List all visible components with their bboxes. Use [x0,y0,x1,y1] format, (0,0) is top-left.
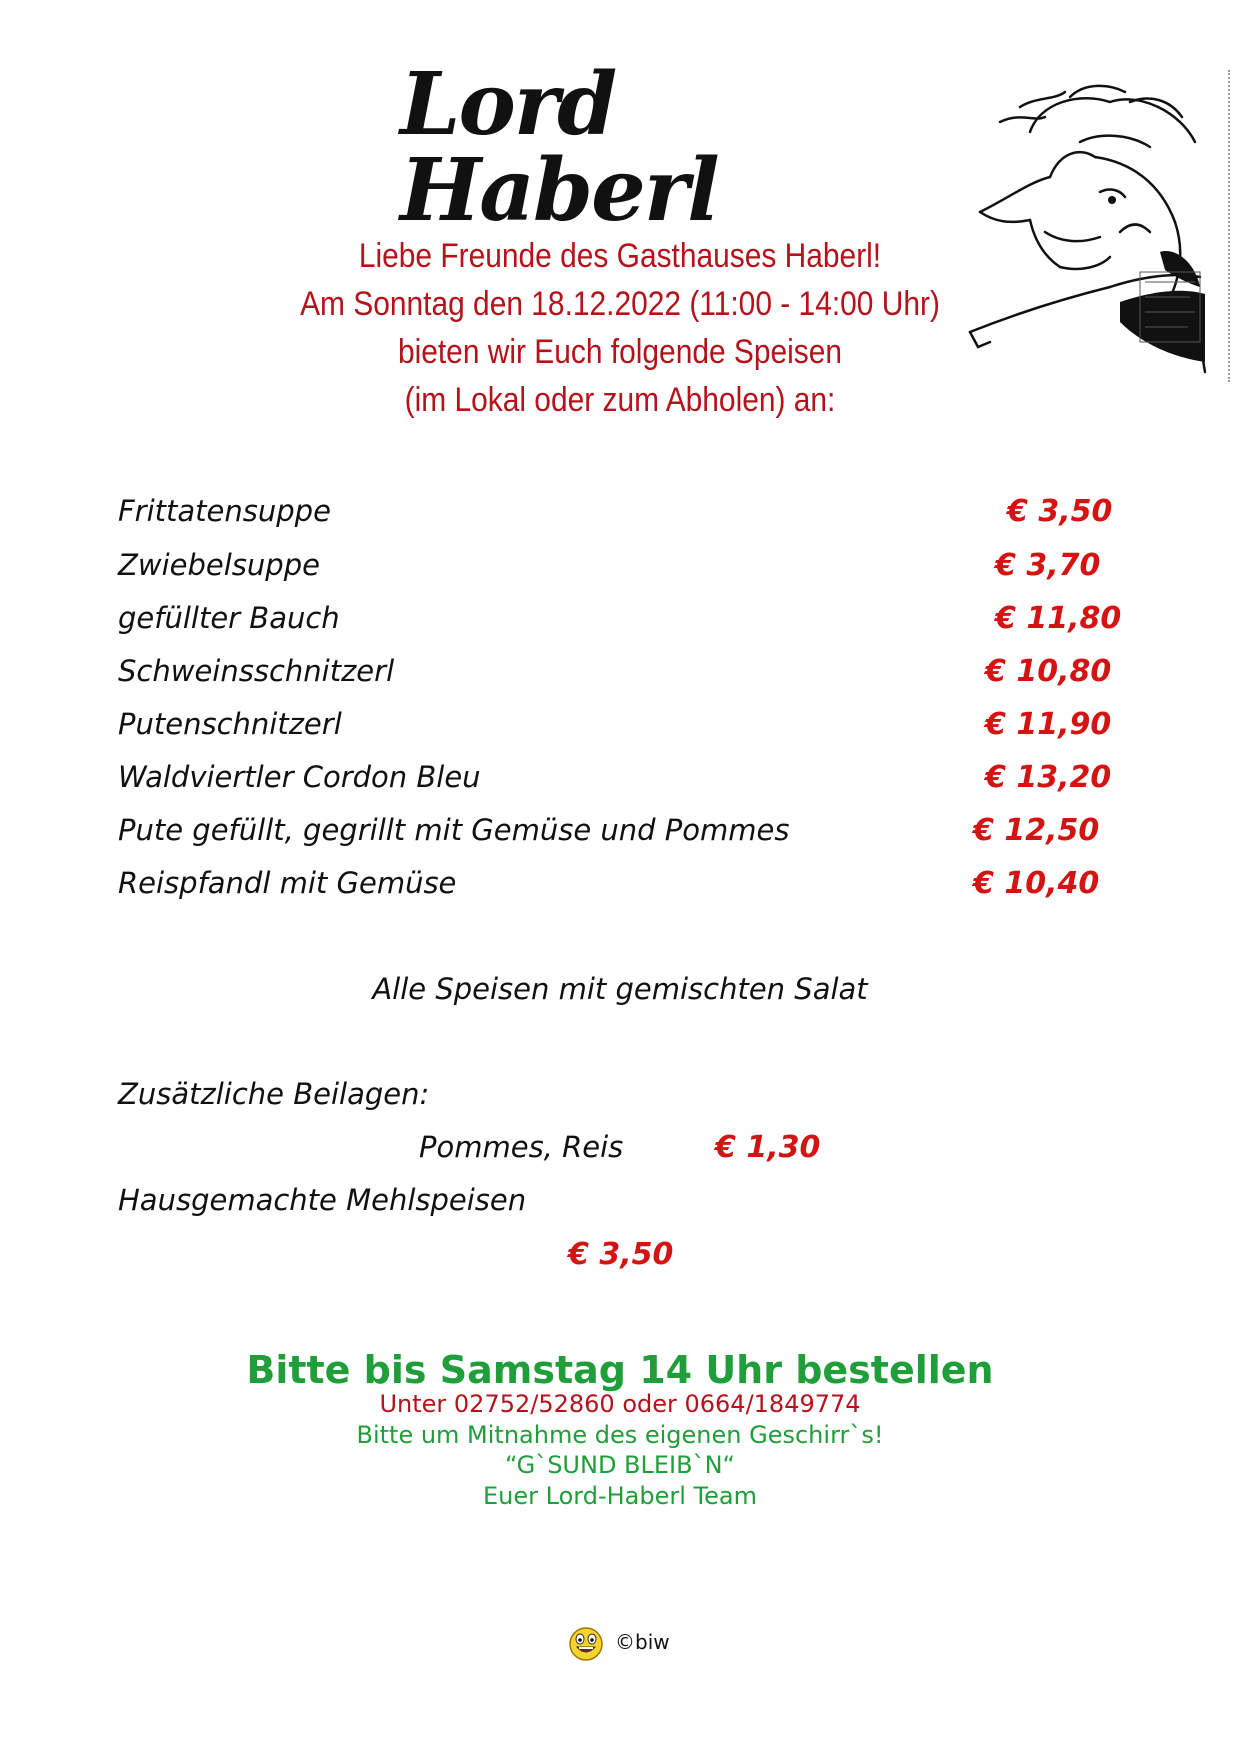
page-edge-line [1228,70,1232,382]
intro-line-4: (im Lokal oder zum Abholen) an: [404,381,836,419]
menu-item-name: Waldviertler Cordon Bleu [118,760,481,794]
menu-item-price: € 12,50 [973,813,1100,848]
order-deadline-heading: Bitte bis Samstag 14 Uhr bestellen [246,1348,994,1392]
intro-line-2: Am Sonntag den 18.12.2022 (11:00 - 14:00 Uhr) [300,285,940,323]
menu-item-price: € 3,50 [1007,494,1113,529]
intro-line-3: bieten wir Euch folgende Speisen [397,333,843,371]
menu-item-name: Pute gefüllt, gegrillt mit Gemüse und Pommes [118,813,790,847]
sides-price: € 1,30 [715,1130,821,1165]
caricature-illustration [960,72,1222,382]
extras-heading: Zusätzliche Beilagen: [118,1077,430,1111]
menu-item-name: Zwiebelsuppe [118,548,320,582]
menu-item-price: € 10,80 [985,654,1112,689]
logo-title: Lord Haberl [400,54,718,241]
copyright-text: ©biw [615,1630,670,1654]
menu-item-price: € 11,90 [985,707,1112,742]
motto: “G`SUND BLEIB`N“ [505,1451,735,1479]
menu-item-name: Frittatensuppe [118,494,331,528]
intro-text [250,232,989,424]
intro-line-1: Liebe Freunde des Gasthauses Haberl! [358,237,882,275]
menu-item-price: € 3,70 [995,548,1101,583]
desserts-price: € 3,50 [568,1237,674,1272]
menu-item-name: Schweinsschnitzerl [118,654,395,688]
dishes-note: Bitte um Mitnahme des eigenen Geschirr`s! [356,1421,884,1449]
menu-item-name: Reispfandl mit Gemüse [118,866,457,900]
smiley-icon [568,1626,604,1662]
menu-item-name: Putenschnitzerl [118,707,342,741]
team-signature: Euer Lord-Haberl Team [483,1482,757,1510]
salad-note: Alle Speisen mit gemischten Salat [372,972,868,1006]
menu-item-price: € 11,80 [995,601,1122,636]
phone-numbers: Unter 02752/52860 oder 0664/1849774 [379,1390,861,1418]
desserts-label: Hausgemachte Mehlspeisen [118,1183,527,1217]
menu-item-price: € 10,40 [973,866,1100,901]
menu-item-price: € 13,20 [985,760,1112,795]
menu-item-name: gefüllter Bauch [118,601,340,635]
sides-label: Pommes, Reis [419,1130,624,1164]
